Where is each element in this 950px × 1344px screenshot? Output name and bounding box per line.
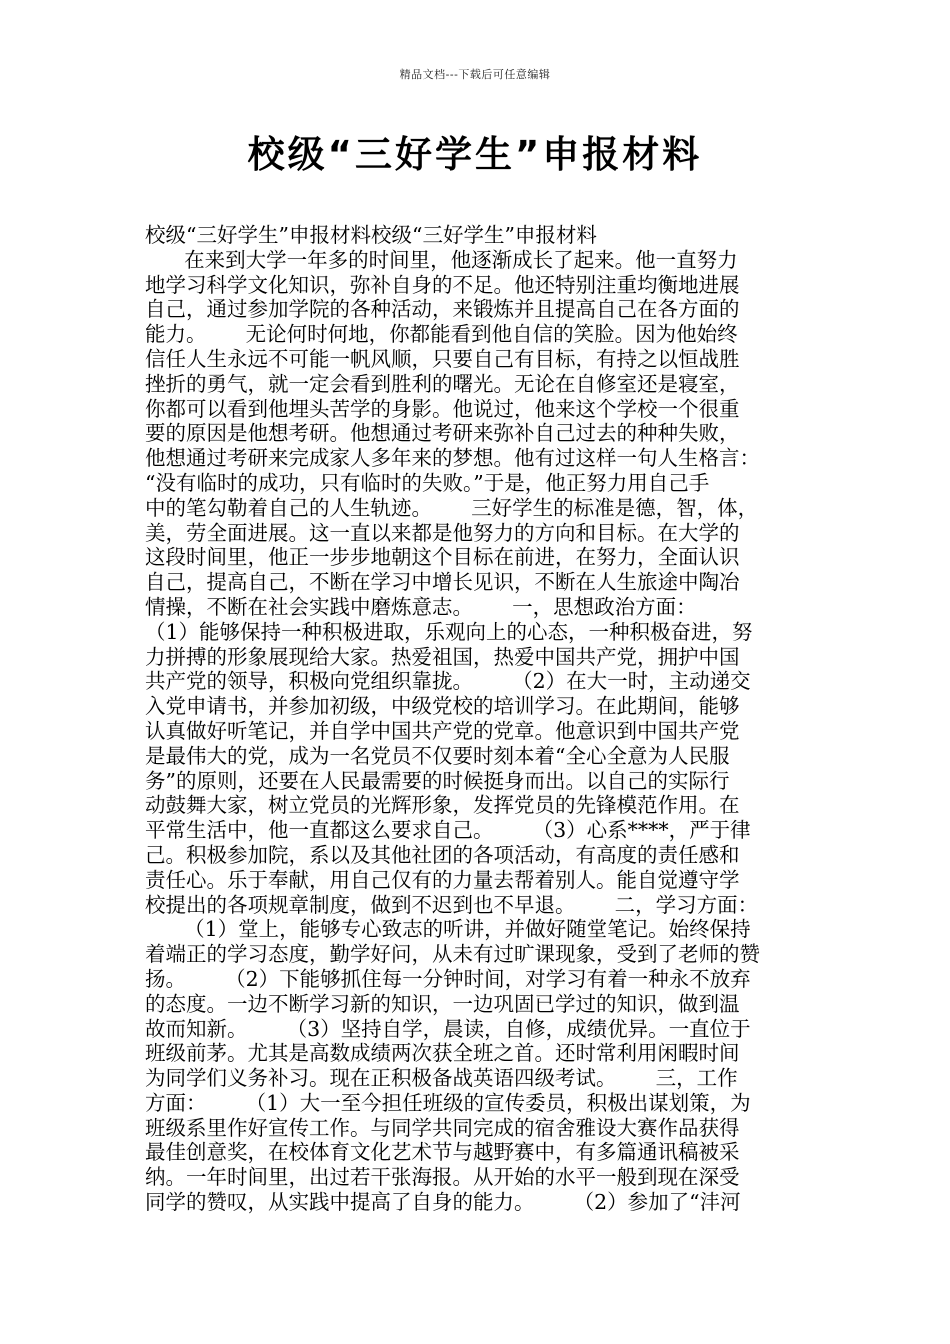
body-line: 你都可以看到他埋头苦学的身影。他说过，他来这个学校一个很重	[145, 396, 740, 421]
body-line: 务”的原则，还要在人民最需要的时候挺身而出。以自己的实际行	[145, 768, 730, 793]
body-line: 着端正的学习态度，勤学好问，从未有过旷课现象，受到了老师的赞	[145, 942, 760, 967]
body-line: 最佳创意奖，在校体育文化艺术节与越野赛中，有多篇通讯稿被采	[145, 1140, 740, 1165]
body-line: 班级系里作好宣传工作。与同学共同完成的宿舍雅设大赛作品获得	[145, 1115, 740, 1140]
body-line: 入党申请书，并参加初级，中级党校的培训学习。在此期间，能够	[145, 694, 740, 719]
body-line: 校提出的各项规章制度，做到不迟到也不早退。 二，学习方面：	[145, 892, 759, 917]
document-body	[145, 223, 807, 1215]
body-line: 责任心。乐于奉献，用自己仅有的力量去帮着别人。能自觉遵守学	[145, 867, 740, 892]
body-line: 的态度。一边不断学习新的知识，一边巩固已学过的知识，做到温	[145, 991, 740, 1016]
body-line: 力拼搏的形象展现给大家。热爱祖国，热爱中国共产党，拥护中国	[145, 644, 740, 669]
body-line: 中的笔勾勒着自己的人生轨迹。 三好学生的标准是德，智，体，	[145, 495, 759, 520]
header-note: 精品文档---下载后可任意编辑	[399, 68, 551, 81]
body-line: 故而知新。 （3）坚持自学，晨读，自修，成绩优异。一直位于	[145, 1016, 751, 1041]
body-line: 共产党的领导，积极向党组织靠拢。 （2）在大一时，主动递交	[145, 669, 751, 694]
body-line: （1）能够保持一种积极进取，乐观向上的心态，一种积极奋进，努	[145, 619, 753, 644]
body-line: 能力。 无论何时何地，你都能看到他自信的笑脸。因为他始终	[145, 322, 738, 347]
body-line: 方面： （1）大一至今担任班级的宣传委员，积极出谋划策，为	[145, 1090, 751, 1115]
body-line: “没有临时的成功，只有临时的失败。”于是，他正努力用自己手	[145, 470, 710, 495]
body-line: 信任人生永远不可能一帆风顺，只要自己有目标，有持之以恒战胜	[145, 346, 740, 371]
body-line: 同学的赞叹，从实践中提高了自身的能力。 （2）参加了“沣河	[145, 1190, 741, 1215]
body-line: 他想通过考研来完成家人多年来的梦想。他有过这样一句人生格言：	[145, 446, 760, 471]
body-line: 是最伟大的党，成为一名党员不仅要时刻本着“全心全意为人民服	[145, 743, 730, 768]
body-line: 扬。 （2）下能够抓住每一分钟时间，对学习有着一种永不放弃	[145, 966, 751, 991]
body-line: 校级“三好学生”申报材料校级“三好学生”申报材料	[145, 223, 597, 247]
body-line: 自己，通过参加学院的各种活动，来锻炼并且提高自己在各方面的	[145, 297, 740, 322]
body-line: 动鼓舞大家，树立党员的光辉形象，发挥党员的先锋模范作用。在	[145, 793, 740, 818]
body-line: 挫折的勇气，就一定会看到胜利的曙光。无论在自修室还是寝室，	[145, 371, 740, 396]
body-line: 情操，不断在社会实践中磨炼意志。 一，思想政治方面：	[145, 594, 697, 619]
body-line: 地学习科学文化知识，弥补自身的不足。他还特别注重均衡地进展	[145, 272, 740, 297]
body-line: 己。积极参加院，系以及其他社团的各项活动，有高度的责任感和	[145, 842, 740, 867]
body-line: 纳。一年时间里，出过若干张海报。从开始的水平一般到现在深受	[145, 1165, 740, 1190]
body-line: 美，劳全面进展。这一直以来都是他努力的方向和目标。在大学的	[145, 520, 740, 545]
body-line: 平常生活中，他一直都这么要求自己。 （3）心系****，严于律	[145, 818, 751, 843]
body-line: 为同学们义务补习。现在正积极备战英语四级考试。 三，工作	[145, 1066, 738, 1091]
body-line: 要的原因是他想考研。他想通过考研来弥补自己过去的种种失败，	[145, 421, 740, 446]
body-line: 自己，提高自己，不断在学习中增长见识，不断在人生旅途中陶冶	[145, 570, 740, 595]
body-line: 这段时间里，他正一步步地朝这个目标在前进，在努力，全面认识	[145, 545, 740, 570]
body-line: 班级前茅。尤其是高数成绩两次获全班之首。还时常利用闲暇时间	[145, 1041, 740, 1066]
document-title: 校级“三好学生”申报材料	[247, 133, 703, 176]
body-line: （1）堂上，能够专心致志的听讲，并做好随堂笔记。始终保持	[145, 917, 751, 942]
body-line: 认真做好听笔记，并自学中国共产党的党章。他意识到中国共产党	[145, 718, 740, 743]
body-line: 在来到大学一年多的时间里，他逐渐成长了起来。他一直努力	[145, 247, 738, 272]
